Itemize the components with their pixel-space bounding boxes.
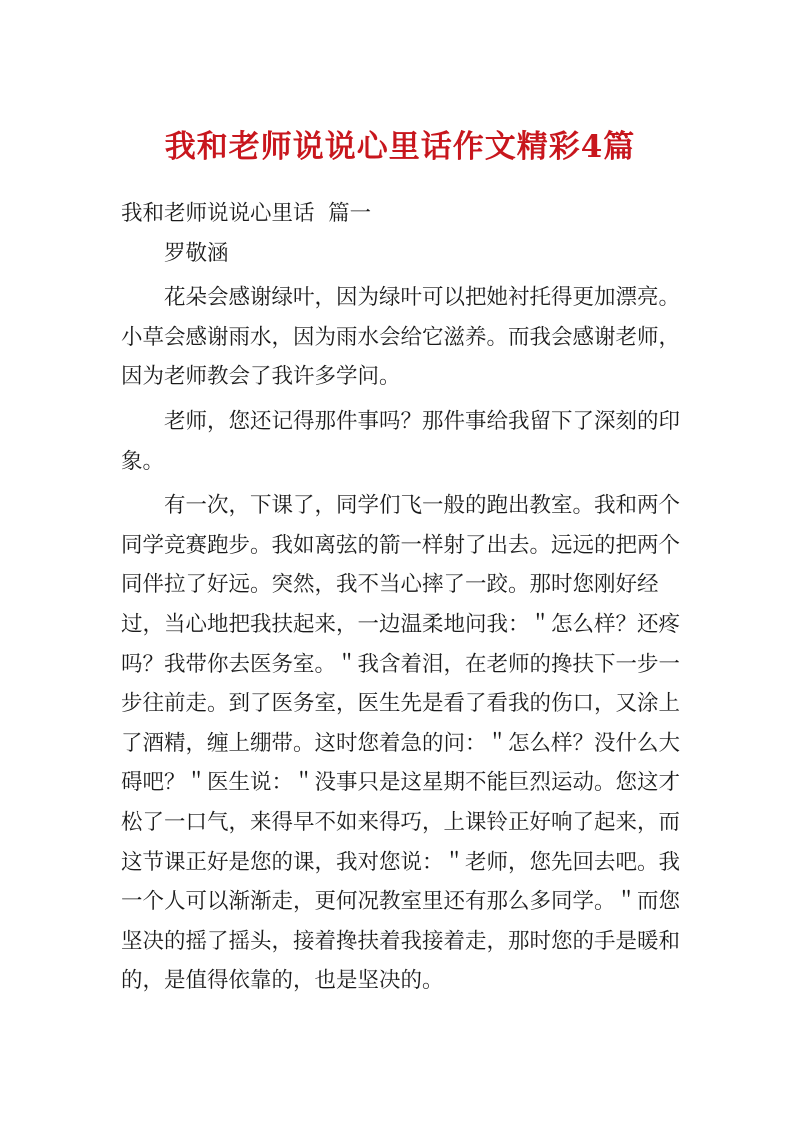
document-title: 我和老师说说心里话作文精彩4篇: [164, 129, 636, 165]
paragraph-2: 老师，您还记得那件事吗？那件事给我留下了深刻的印象。: [121, 408, 681, 474]
document-body: [121, 194, 687, 1001]
author-name: 罗敬涵: [164, 240, 229, 266]
paragraph-3: 有一次，下课了，同学们飞一般的跑出教室。我和两个同学竞赛跑步。我如离弦的箭一样射了出去。远远的把两个同伴拉了好远。突然，我不当心摔了一跤。那时您刚好经过，当心地把我扶起来，一边温柔地问我：＂怎么样？还疼吗？我带你去医务室。＂我含着泪，在老师的搀扶下一步一步往前走。到了医务室，医生先是看了看我的伤口，又涂上了酒精，缠上绷带。这时您着急的问：＂怎么样？没什么大碍吧？＂医生说：＂没事只是这星期不能巨烈运动。您这才松了一口气，来得早不如来得巧，上课铃正好响了起来，而这节课正好是您的课，我对您说：＂老师，您先回去吧。我一个人可以渐渐走，更何况教室里还有那么多同学。＂而您坚决的摇了摇头，接着搀扶着我接着走，那时您的手是暖和的，是值得依靠的，也是坚决的。: [121, 493, 681, 994]
section-heading: 我和老师说说心里话 篇一: [121, 201, 372, 226]
paragraph-1: 花朵会感谢绿叶，因为绿叶可以把她衬托得更加漂亮。小草会感谢雨水，因为雨水会给它滋养。而我会感谢老师，因为老师教会了我许多学问。: [121, 285, 681, 390]
